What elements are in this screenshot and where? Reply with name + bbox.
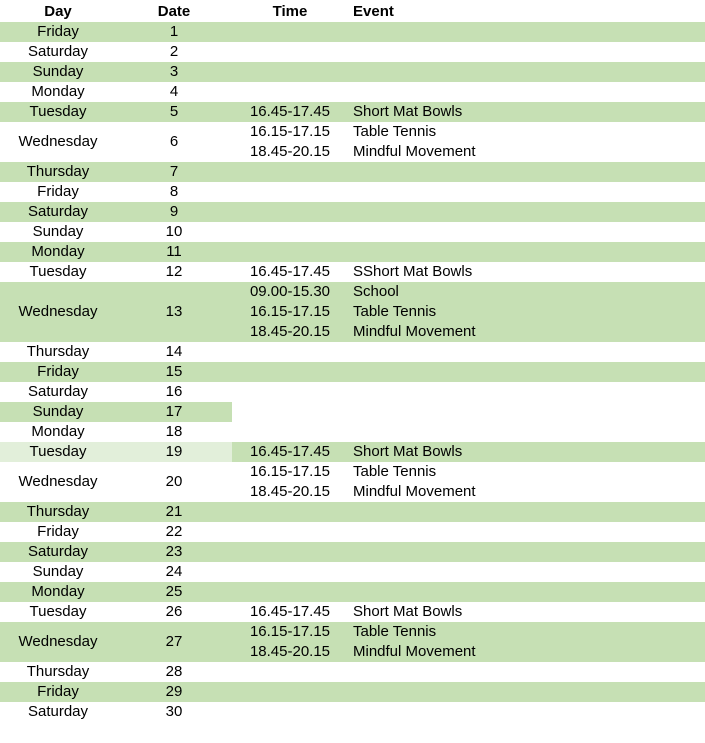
table-row xyxy=(0,442,705,462)
table-row xyxy=(0,202,705,222)
day-cell: Monday xyxy=(0,242,116,262)
time-line: 16.15-17.15 xyxy=(249,463,331,480)
date-cell: 3 xyxy=(116,62,232,82)
table-row xyxy=(0,522,705,542)
table-row xyxy=(0,102,705,122)
event-cell xyxy=(348,562,705,582)
event-line: Short Mat Bowls xyxy=(353,603,463,620)
event-cell xyxy=(348,522,705,542)
day-cell: Sunday xyxy=(0,402,116,422)
time-line: 16.15-17.15 xyxy=(249,623,331,640)
time-cell xyxy=(232,442,348,462)
time-cell xyxy=(232,22,348,42)
time-cell xyxy=(232,422,348,442)
header-event: Event xyxy=(353,3,394,20)
time-cell xyxy=(232,242,348,262)
time-line: 16.45-17.45 xyxy=(249,443,331,460)
day-cell: Saturday xyxy=(0,202,116,222)
table-row xyxy=(0,282,705,342)
day-cell: Thursday xyxy=(26,663,90,680)
day-cell: Sunday xyxy=(0,62,116,82)
event-cell xyxy=(348,622,705,662)
header-date: Date xyxy=(157,3,191,20)
table-row xyxy=(0,462,705,502)
table-row xyxy=(0,362,705,382)
time-line: 18.45-20.15 xyxy=(249,483,331,500)
time-cell xyxy=(232,282,348,342)
time-cell xyxy=(232,342,348,362)
time-line: 18.45-20.15 xyxy=(249,323,331,340)
date-cell: 5 xyxy=(116,102,232,122)
day-cell: Friday xyxy=(0,682,116,702)
date-cell: 8 xyxy=(169,183,179,200)
event-cell xyxy=(348,242,705,262)
time-cell xyxy=(232,462,348,502)
time-cell xyxy=(232,522,348,542)
date-cell: 6 xyxy=(169,133,179,150)
time-cell xyxy=(232,502,348,522)
table-row xyxy=(0,402,705,422)
time-cell xyxy=(232,662,348,682)
event-cell xyxy=(348,542,705,562)
time-line: 16.45-17.45 xyxy=(249,103,331,120)
event-cell xyxy=(348,42,705,62)
table-row xyxy=(0,502,705,522)
date-cell: 4 xyxy=(169,83,179,100)
date-cell: 28 xyxy=(165,663,183,680)
event-cell xyxy=(348,502,705,522)
day-cell: Wednesday xyxy=(0,282,116,342)
table-row xyxy=(0,562,705,582)
schedule-body xyxy=(0,22,705,722)
day-cell: Friday xyxy=(0,362,116,382)
event-cell xyxy=(348,22,705,42)
time-line: 16.45-17.45 xyxy=(249,603,331,620)
header-time: Time xyxy=(272,3,308,20)
event-line: Short Mat Bowls xyxy=(353,103,463,120)
time-line: 09.00-15.30 xyxy=(249,283,331,300)
table-row xyxy=(0,122,705,162)
date-cell: 15 xyxy=(116,362,232,382)
time-cell xyxy=(232,582,348,602)
time-line: 16.15-17.15 xyxy=(249,123,331,140)
date-cell: 26 xyxy=(165,603,183,620)
header-row xyxy=(0,0,705,22)
event-cell xyxy=(348,662,705,682)
day-cell: Thursday xyxy=(0,502,116,522)
table-row xyxy=(0,82,705,102)
table-row xyxy=(0,242,705,262)
day-cell: Monday xyxy=(0,582,116,602)
event-cell xyxy=(348,122,705,162)
event-cell xyxy=(348,422,705,442)
time-cell xyxy=(232,162,348,182)
event-cell xyxy=(348,282,705,342)
event-cell xyxy=(348,582,705,602)
table-row xyxy=(0,222,705,242)
day-cell: Friday xyxy=(37,183,79,200)
time-line: 18.45-20.15 xyxy=(249,643,331,660)
date-cell: 29 xyxy=(116,682,232,702)
event-cell xyxy=(348,222,705,242)
date-cell: 2 xyxy=(169,43,179,60)
day-cell: Saturday xyxy=(27,703,89,720)
day-cell: Saturday xyxy=(27,43,89,60)
date-cell: 14 xyxy=(165,343,183,360)
date-cell: 12 xyxy=(165,263,183,280)
time-cell xyxy=(232,622,348,662)
event-line: Mindful Movement xyxy=(353,323,476,340)
date-cell: 23 xyxy=(116,542,232,562)
day-cell: Tuesday xyxy=(29,603,87,620)
date-cell: 11 xyxy=(116,242,232,262)
table-row xyxy=(0,182,705,202)
day-cell: Thursday xyxy=(0,162,116,182)
table-row xyxy=(0,422,705,442)
date-cell: 7 xyxy=(116,162,232,182)
table-row xyxy=(0,382,705,402)
date-cell: 19 xyxy=(116,442,232,462)
event-line: Short Mat Bowls xyxy=(353,443,463,460)
table-row xyxy=(0,342,705,362)
table-row xyxy=(0,582,705,602)
day-cell: Tuesday xyxy=(29,263,87,280)
table-row xyxy=(0,702,705,722)
table-row xyxy=(0,62,705,82)
event-cell xyxy=(348,462,705,502)
event-cell xyxy=(348,342,705,362)
event-line: Table Tennis xyxy=(353,623,437,640)
time-cell xyxy=(232,42,348,62)
date-cell: 9 xyxy=(116,202,232,222)
day-cell: Monday xyxy=(31,423,85,440)
time-cell xyxy=(232,62,348,82)
date-cell: 18 xyxy=(165,423,183,440)
time-cell xyxy=(232,682,348,702)
table-row xyxy=(0,22,705,42)
day-cell: Monday xyxy=(31,83,85,100)
day-cell: Saturday xyxy=(0,542,116,562)
event-line: School xyxy=(353,283,399,300)
table-row xyxy=(0,662,705,682)
table-row xyxy=(0,682,705,702)
date-cell: 27 xyxy=(116,622,232,662)
time-cell xyxy=(232,222,348,242)
time-line: 16.45-17.45 xyxy=(249,263,331,280)
event-line: Table Tennis xyxy=(353,123,437,140)
day-cell: Sunday xyxy=(32,563,84,580)
date-cell: 24 xyxy=(165,563,183,580)
date-cell: 17 xyxy=(116,402,232,422)
time-cell xyxy=(232,402,348,422)
day-cell: Friday xyxy=(37,523,79,540)
event-cell xyxy=(348,702,705,722)
time-cell xyxy=(232,82,348,102)
date-cell: 16 xyxy=(165,383,183,400)
time-cell xyxy=(232,362,348,382)
day-cell: Thursday xyxy=(26,343,90,360)
event-cell xyxy=(348,602,705,622)
table-row xyxy=(0,42,705,62)
day-cell: Tuesday xyxy=(0,442,116,462)
date-cell: 21 xyxy=(116,502,232,522)
event-cell xyxy=(348,82,705,102)
date-cell: 25 xyxy=(116,582,232,602)
event-line: SShort Mat Bowls xyxy=(353,263,473,280)
date-cell: 10 xyxy=(165,223,183,240)
time-cell xyxy=(232,562,348,582)
time-line: 16.15-17.15 xyxy=(249,303,331,320)
event-line: Mindful Movement xyxy=(353,643,476,660)
day-cell: Saturday xyxy=(27,383,89,400)
event-line: Mindful Movement xyxy=(353,483,476,500)
event-cell xyxy=(348,682,705,702)
table-row xyxy=(0,602,705,622)
event-line: Mindful Movement xyxy=(353,143,476,160)
table-row xyxy=(0,162,705,182)
event-cell xyxy=(348,182,705,202)
event-cell xyxy=(348,362,705,382)
date-cell: 30 xyxy=(165,703,183,720)
header-day: Day xyxy=(44,3,72,20)
time-cell xyxy=(232,702,348,722)
event-cell xyxy=(348,102,705,122)
date-cell: 1 xyxy=(116,22,232,42)
event-cell xyxy=(348,442,705,462)
time-cell xyxy=(232,602,348,622)
event-cell xyxy=(348,202,705,222)
date-cell: 13 xyxy=(116,282,232,342)
time-cell xyxy=(232,122,348,162)
table-row xyxy=(0,262,705,282)
day-cell: Sunday xyxy=(32,223,84,240)
date-cell: 22 xyxy=(165,523,183,540)
time-cell xyxy=(232,382,348,402)
day-cell: Wednesday xyxy=(18,133,98,150)
event-cell xyxy=(348,162,705,182)
event-line: Table Tennis xyxy=(353,303,437,320)
day-cell: Wednesday xyxy=(0,622,116,662)
day-cell: Tuesday xyxy=(0,102,116,122)
event-cell xyxy=(348,62,705,82)
time-cell xyxy=(232,542,348,562)
day-cell: Wednesday xyxy=(18,473,98,490)
table-row xyxy=(0,542,705,562)
date-cell: 20 xyxy=(165,473,183,490)
time-line: 18.45-20.15 xyxy=(249,143,331,160)
time-cell xyxy=(232,182,348,202)
table-row xyxy=(0,622,705,662)
event-line: Table Tennis xyxy=(353,463,437,480)
time-cell xyxy=(232,102,348,122)
event-cell xyxy=(348,402,705,422)
event-cell xyxy=(348,382,705,402)
event-cell xyxy=(348,262,705,282)
day-cell: Friday xyxy=(0,22,116,42)
time-cell xyxy=(232,262,348,282)
time-cell xyxy=(232,202,348,222)
